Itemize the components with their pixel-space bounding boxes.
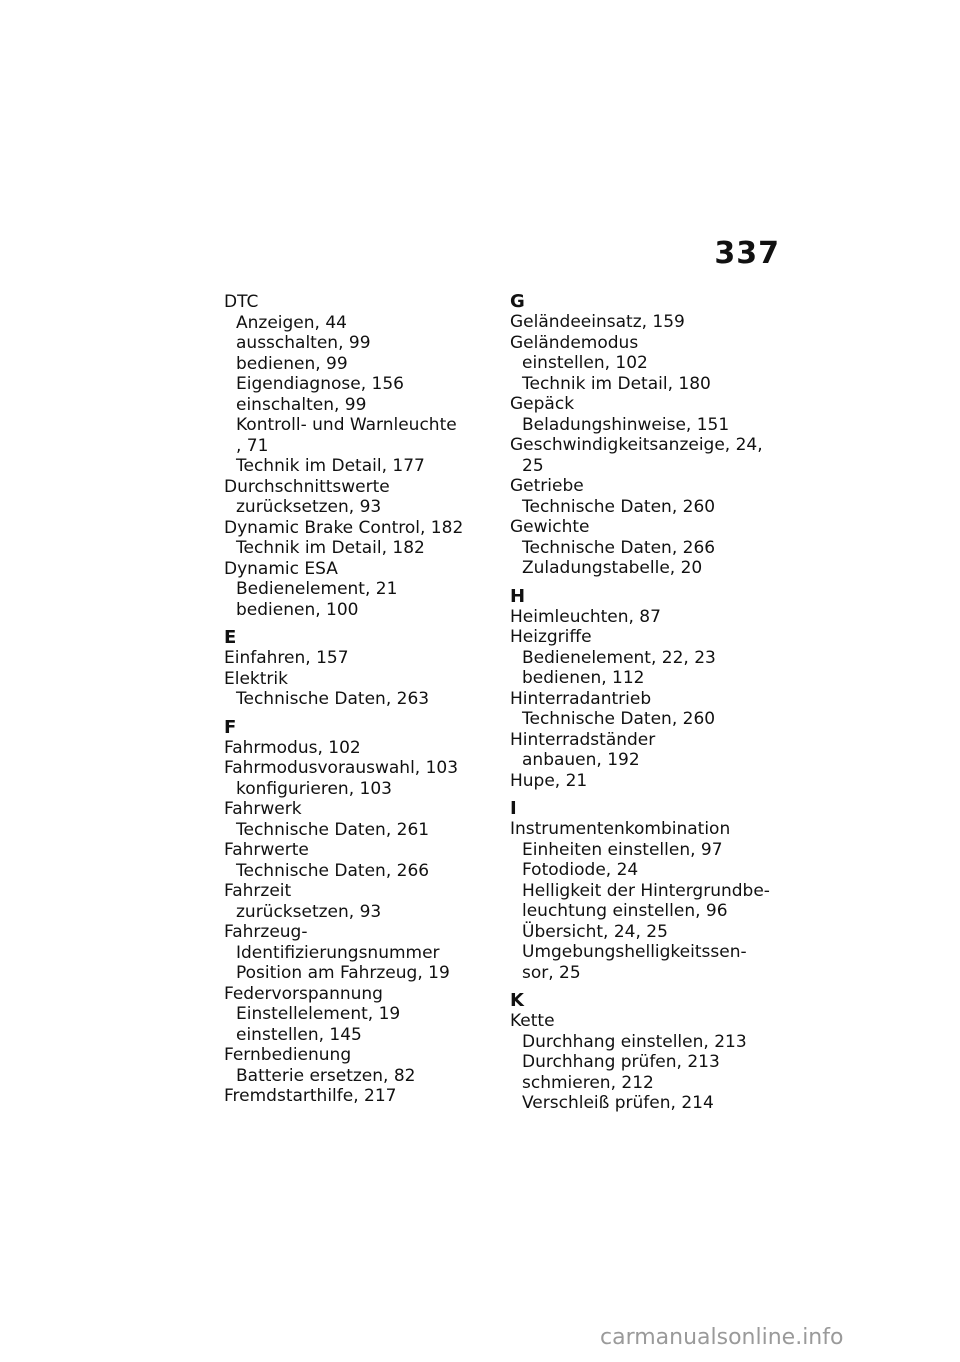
index-subentry: Technische Daten, 260 — [522, 496, 716, 517]
index-subentry: konfigurieren, 103 — [236, 778, 392, 799]
index-subentry: Umgebungshelligkeitssen- — [522, 942, 747, 962]
index-subentry: schmieren, 212 — [522, 1072, 654, 1093]
index-subentry: einschalten, 99 — [236, 394, 367, 415]
index-entry: Heizgriffe — [510, 627, 592, 647]
index-subentry: einstellen, 102 — [522, 353, 648, 373]
index-entry: DTC — [224, 292, 259, 312]
index-subentry: 25 — [522, 455, 544, 476]
index-subentry: Technische Daten, 261 — [236, 819, 430, 840]
index-subentry: anbauen, 192 — [522, 750, 640, 770]
index-entry: Geländeeinsatz, 159 — [510, 312, 685, 332]
index-entry: Hinterradantrieb — [510, 688, 652, 709]
index-subentry: Technische Daten, 266 — [522, 537, 716, 558]
index-subentry: Durchhang einstellen, 213 — [522, 1031, 747, 1052]
index-section-letter: E — [224, 627, 237, 648]
index-column-right — [510, 292, 780, 1114]
index-subentry: Durchhang prüfen, 213 — [522, 1052, 720, 1072]
index-entry: Fahrwerte — [224, 840, 309, 860]
index-entry: Hupe, 21 — [510, 770, 588, 791]
index-subentry: Eigendiagnose, 156 — [236, 374, 404, 394]
page-number: 337 — [714, 236, 780, 271]
index-subentry: Technische Daten, 266 — [236, 860, 430, 881]
index-subentry: Position am Fahrzeug, 19 — [236, 963, 450, 983]
index-subentry: Beladungshinweise, 151 — [522, 414, 730, 435]
index-section-letter: H — [510, 585, 526, 607]
index-subentry: Identifizierungsnummer — [236, 942, 440, 963]
index-entry: Fahrzeit — [224, 881, 292, 901]
index-section-letter: K — [510, 990, 524, 1011]
index-section-letter: I — [510, 798, 517, 819]
index-subentry: Einheiten einstellen, 97 — [522, 839, 723, 860]
index-subentry: Technik im Detail, 180 — [522, 373, 711, 394]
index-subentry: Technik im Detail, 182 — [236, 538, 425, 558]
index-entry: Fremdstarthilfe, 217 — [224, 1086, 397, 1106]
index-subentry: Bedienelement, 21 — [236, 579, 398, 599]
index-entry: Durchschnittswerte — [224, 476, 390, 497]
index-subentry: bedienen, 112 — [522, 668, 645, 688]
index-subentry: Technische Daten, 263 — [236, 689, 430, 709]
index-subentry: Anzeigen, 44 — [236, 312, 347, 333]
index-section-letter: G — [510, 291, 525, 312]
index-entry: Fernbedienung — [224, 1045, 352, 1065]
index-entry: Elektrik — [224, 668, 288, 689]
index-subentry: Einstellelement, 19 — [236, 1004, 401, 1024]
index-subentry: bedienen, 99 — [236, 353, 348, 374]
index-section-letter: F — [224, 716, 237, 738]
index-entry: Einfahren, 157 — [224, 648, 349, 668]
index-subentry: zurücksetzen, 93 — [236, 901, 382, 922]
index-subentry: bedienen, 100 — [236, 599, 359, 620]
index-entry: Fahrzeug- — [224, 922, 308, 942]
index-entry: Fahrmodus, 102 — [224, 737, 361, 758]
index-subentry: Batterie ersetzen, 82 — [236, 1065, 416, 1086]
index-entry: Dynamic Brake Control, 182 — [224, 517, 464, 538]
index-column-left — [224, 292, 486, 1107]
index-entry: Heimleuchten, 87 — [510, 606, 661, 627]
index-subentry: Übersicht, 24, 25 — [522, 921, 668, 942]
index-entry: Geländemodus — [510, 332, 639, 353]
index-entry: Kette — [510, 1011, 555, 1031]
index-subentry: Verschleiß prüfen, 214 — [522, 1093, 714, 1113]
index-subentry: zurücksetzen, 93 — [236, 497, 382, 517]
index-entry: Gewichte — [510, 517, 590, 537]
index-entry: Dynamic ESA — [224, 558, 338, 579]
index-subentry: Zuladungstabelle, 20 — [522, 558, 703, 578]
index-subentry: Bedienelement, 22, 23 — [522, 647, 716, 668]
index-entry: Fahrwerk — [224, 799, 302, 819]
index-entry: Getriebe — [510, 476, 584, 496]
index-subentry: ausschalten, 99 — [236, 333, 371, 353]
index-subentry: Kontroll- und Warnleuchte — [236, 415, 457, 435]
index-subentry: leuchtung einstellen, 96 — [522, 901, 728, 921]
index-entry: Geschwindigkeitsanzeige, 24, — [510, 435, 763, 455]
index-subentry: Technik im Detail, 177 — [236, 456, 425, 476]
index-subentry: Fotodiode, 24 — [522, 860, 639, 880]
index-entry: Hinterradständer — [510, 729, 656, 750]
index-entry: Gepäck — [510, 394, 575, 414]
index-entry: Fahrmodusvorauswahl, 103 — [224, 758, 459, 778]
index-subentry: Helligkeit der Hintergrundbe- — [522, 880, 770, 901]
index-subentry: , 71 — [236, 435, 269, 456]
index-subentry: einstellen, 145 — [236, 1024, 362, 1045]
index-subentry: Technische Daten, 260 — [522, 709, 716, 729]
index-entry: Instrumentenkombination — [510, 819, 731, 839]
index-entry: Federvorspannung — [224, 983, 383, 1004]
watermark: carmanualsonline.info — [600, 1325, 844, 1350]
index-subentry: sor, 25 — [522, 962, 581, 983]
